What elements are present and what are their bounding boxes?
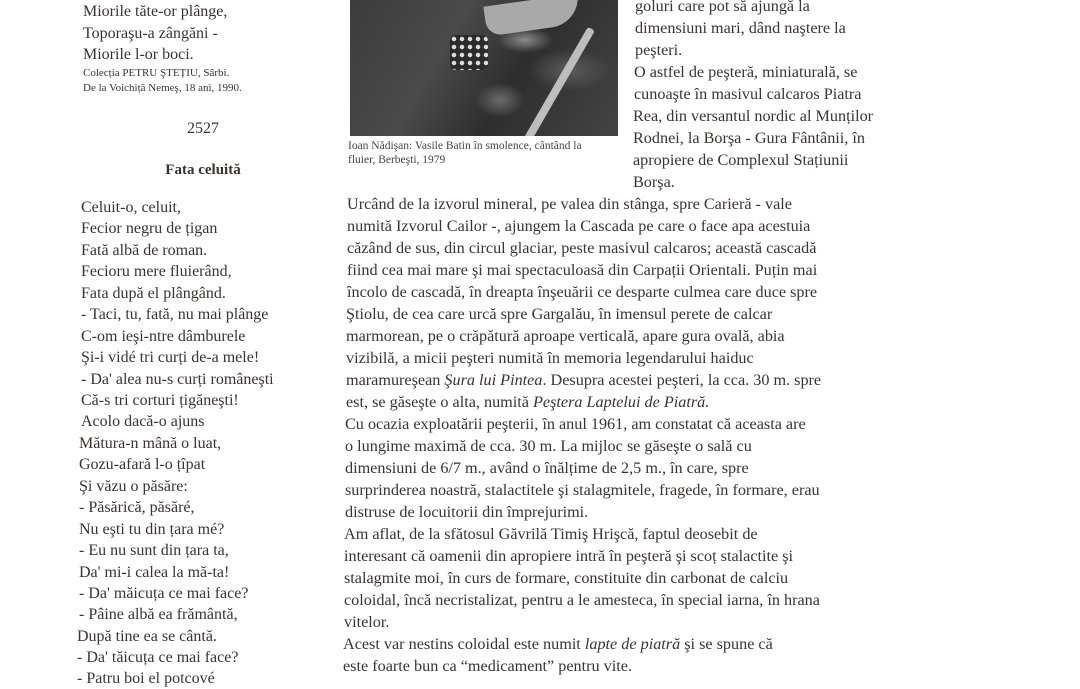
lyric-line: Celuit-o, celuit,: [81, 199, 181, 216]
text-line: distruse de locuitorii din împrejurimi.: [345, 503, 589, 521]
text-line: stalagmite moi, în curs de formare, constituite din carbonat de calciu: [344, 569, 789, 587]
verse-line: Miorile tăte-or plânge,: [83, 3, 228, 20]
text-line: Cu ocazia exploatării peşterii, în anul 1961, am constatat că aceasta are: [345, 415, 806, 433]
lyric-line: Acolo dacă-o ajuns: [81, 413, 205, 430]
text-line: vizibilă, a micii peşteri numită în memoria legendarului haiduc: [346, 349, 754, 367]
photo-cuff: [450, 35, 488, 70]
lyric-line: Şi văzu o păsăre:: [79, 478, 188, 495]
text-line: Urcând de la izvorul mineral, pe valea din stânga, spre Carieră - vale: [347, 195, 792, 213]
text-line: Rodnei, la Borşa - Gura Fântânii, în: [633, 129, 865, 147]
lyric-line: Mătura-n mână o luat,: [79, 435, 222, 452]
verse-line: Toporaşu-a zângăni -: [83, 25, 218, 42]
text-span: maramureşean: [346, 371, 445, 389]
text-span: Acest var nestins coloidal este numit: [343, 635, 585, 653]
text-line: [346, 370, 821, 392]
text-line: o lungime maximă de cca. 30 m. La mijloc se găseşte o sală cu: [345, 437, 752, 455]
text-line: goluri care pot să ajungă la: [635, 0, 810, 15]
text-span: . Desupra acestei peşteri, la cca. 30 m. spre: [542, 371, 822, 389]
text-line: Borşa.: [633, 173, 675, 191]
lyric-line: - Eu nu sunt din țara ta,: [79, 542, 229, 559]
lyric-line: Fecior negru de țigan: [81, 220, 218, 237]
text-line: cunoaşte în masivul calcaros Piatra: [634, 85, 862, 103]
lyric-line: - Da' alea nu-s curți româneşti: [81, 371, 274, 388]
lyric-line: Gozu-afară l-o țîpat: [79, 456, 206, 473]
lyric-line: - Pâine albă ea frământă,: [79, 606, 238, 623]
lyric-line: Nu eşti tu din țara mé?: [79, 521, 225, 538]
lyric-line: Da' mi-i calea la mă-ta!: [79, 564, 230, 581]
text-line: încolo de cascadă, în dreapta înşeuării ce desparte culmea care duce spre: [347, 283, 818, 301]
text-line: [343, 634, 773, 656]
lyric-line: - Păsărică, păsăré,: [79, 499, 195, 516]
lyric-line: Fată albă de roman.: [81, 242, 208, 259]
lyric-line: Fata după el plângând.: [81, 285, 226, 302]
text-line: coloidal, încă necristalizat, pentru a le amesteca, în special iarna, în hrana: [344, 591, 820, 609]
text-line: dimensiuni de 6/7 m., având o înălțime de 2,5 m., în care, spre: [345, 459, 749, 477]
lyric-line: După tine ea se cântă.: [77, 628, 217, 645]
text-span: est, se găseşte o alta, numită: [346, 393, 534, 411]
photo-flute: [523, 27, 595, 136]
photo-hand: [483, 0, 581, 36]
text-span: şi se spune că: [680, 635, 773, 653]
photo-caption: fluier, Berbeşti, 1979: [348, 154, 446, 166]
text-line: marmorean, pe o crăpătură aproape verticală, apare gura ovală, abia: [346, 327, 785, 345]
song-number: 2527: [187, 120, 219, 137]
lyric-line: - Taci, tu, fată, nu mai plânge: [81, 306, 269, 323]
text-line: vitelor.: [344, 613, 390, 631]
source-note: De la Voichiță Nemeş, 18 ani, 1990.: [83, 82, 242, 94]
lyric-line: Şi-i vidé tri curți de-a mele!: [81, 349, 260, 366]
lyric-line: Fecioru mere fluierând,: [81, 263, 232, 280]
text-line: Ştiolu, de cea care urcă spre Gargalău, în imensul perete de calcar: [346, 305, 773, 323]
cave-name-pestera-laptelui: Peştera Laptelui de Piatră.: [533, 393, 710, 411]
text-line: Rea, din versantul nordic al Munților: [633, 107, 874, 125]
text-line: este foarte bun ca “medicament” pentru vite.: [343, 657, 632, 675]
text-line: O astfel de peşteră, miniaturală, se: [634, 63, 858, 81]
text-line: surprinderea noastră, stalactitele şi stalagmitele, fragede, în formare, erau: [345, 481, 820, 499]
text-line: apropiere de Complexul Stațiunii: [633, 151, 849, 169]
lyric-line: C-om ieşi-ntre dâmburele: [81, 328, 246, 345]
lyric-line: - Patru boi el potcové: [77, 670, 215, 687]
lyric-line: - Da' măicuța ce mai face?: [79, 585, 249, 602]
text-line: căzând de sus, din circul glaciar, peste masivul calcaros; această cascadă: [347, 239, 817, 257]
photo-vasile-batin: [350, 0, 618, 136]
source-note: Colecția PETRU ŞTEȚIU, Sârbi.: [83, 67, 230, 79]
text-line: [346, 392, 709, 414]
lyric-line: - Da' tăicuța ce mai face?: [77, 649, 239, 666]
lyric-line: Că-s tri corturi țigăneşti!: [81, 392, 239, 409]
song-title: Fata celuită: [165, 162, 241, 178]
text-line: Am aflat, de la sfătosul Găvrilă Timiş Hrişcă, faptul deosebit de: [344, 525, 758, 543]
text-line: peşteri.: [635, 41, 683, 59]
term-lapte-de-piatra: lapte de piatră: [584, 635, 681, 653]
verse-line: Miorile l-or boci.: [83, 46, 194, 63]
cave-name-sura-lui-pintea: Şura lui Pintea: [444, 371, 543, 389]
photo-caption: Ioan Nădişan: Vasile Batin în smolence, cântând la: [348, 140, 582, 152]
text-line: fiind cea mai mare şi mai spectaculoasă din Carpații Orientali. Puțin mai: [347, 261, 818, 279]
text-line: numită Izvorul Cailor -, ajungem la Cascada pe care o face apa acestuia: [347, 217, 811, 235]
text-line: dimensiuni mari, dând naştere la: [635, 19, 846, 37]
text-line: interesant că oamenii din apropiere intră în peşteră şi scoț stalactite şi: [344, 547, 794, 565]
